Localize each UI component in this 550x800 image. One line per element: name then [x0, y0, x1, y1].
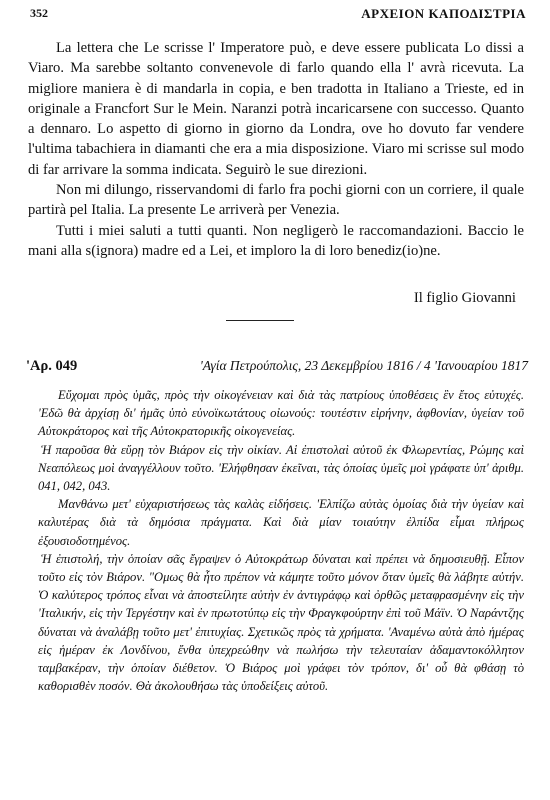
signature: Il figlio Giovanni — [413, 290, 516, 306]
page-header — [30, 6, 526, 24]
italian-paragraph-2: Non mi dilungo, risservandomi di farlo fra pochi giorni con un corriere, il quale partirà pel Italia. La presente Le arriverà per Venezia. — [28, 182, 524, 219]
italian-paragraph-1: La lettera che Le scrisse l' Imperatore può, e deve essere publicata Lo dissi a Viaro. Ma sarebbe soltanto convenevole di farlo quando ella l' avrà ricevuta. La migliore maniera è di mandarla in copia, e ben tradotta in Italiano a Trieste, ed in originale a Francfort Sur le Mein. Naranzi potrà incaricarsene con successo. Quanto a dennaro. Lo aspetto di giorno in giorno da Londra, ove ho dovuto far vendere l'ultima tabachiera in diamanti che era a mia disposizione. Viaro mi scrisse sul modo di far arrivare la somma indicata. Seguirò le sue direzioni. — [28, 40, 524, 178]
running-title: ΑΡΧΕΙΟΝ ΚΑΠΟΔΙΣΤΡΙΑ — [361, 6, 526, 21]
greek-paragraph-4: Ἡ ἐπιστολή, τὴν ὁποίαν σᾶς ἔγραψεν ὁ Αὐτοκράτωρ δύναται καὶ πρέπει νὰ δημοσιευθῇ. Εἶπον τοῦτο εἰς τὸν Βιάρον. "Ομως θὰ ἦτο πρέπον νὰ κάμητε τοῦτο μόνον ὅταν ὑμεῖς θὰ λάβητε αὐτήν. Ὁ καλύτερος τρόπος εἶναι νὰ ἀποστείλητε αὐτὴν ἐν ἀντιγράφῳ καὶ ὀρθῶς μεταφρασμένην εἰς τὴν 'Ιταλικήν, εἰς τὴν Τεργέστην καὶ ἐν πρωτοτύπῳ εἰς τὴν Φραγκφούρτην ἐπὶ τοῦ Μάϊν. Ὁ Ναράντζης δύναται νὰ ἀναλάβῃ τοῦτο μετ' ἐπιτυχίας. Σχετικῶς πρὸς τὰ χρήματα. 'Αναμένω αὐτὰ ἀπὸ ἡμέρας εἰς ἡμέραν ἐκ Λονδίνου, ἔνθα ὑπεχρεώθην νὰ πωλήσω τὴν τελευταίαν ἀδαμαντοκόλλητον ταμβακέραν, τὴν ὁποίαν διέθετον. Ὁ Βιάρος μοὶ γράφει τὸν τρόπον, δι' οὗ θὰ φθάσῃ τὸ καθορισθὲν ποσόν. Θὰ ἀκολουθήσω τὰς ὑποδείξεις αὐτοῦ. — [38, 551, 524, 694]
italian-letter-body — [28, 38, 524, 261]
greek-letter-body — [38, 386, 524, 695]
greek-paragraph-1: Εὔχομαι πρὸς ὑμᾶς, πρὸς τὴν οἰκογένειαν καὶ διὰ τὰς πατρίους ὑποθέσεις ἓν ἔτος εὐτυχές. 'Εδῶ θὰ ἀρχίσῃ δι' ἡμᾶς ὑπὸ εὐνοϊκωτάτους οἰωνούς: τουτέστιν εἰρήνην, ἀφθονίαν, ὑγείαν τοῦ Αὐτοκράτορος καὶ τῆς Αὐτοκρατορικῆς οἰκογενείας. — [38, 388, 524, 439]
greek-paragraph-2: Ἡ παροῦσα θὰ εὕρῃ τὸν Βιάρον εἰς τὴν οἰκίαν. Αἱ ἐπιστολαὶ αὐτοῦ ἐκ Φλωρεντίας, Ρώμης καὶ Νεαπόλεως μοὶ ἀναγγέλλουν τοῦτο. 'Ελήφθησαν ἐκεῖναι, τὰς ὁποίας ὑμεῖς μοὶ γράφατε ὑπ' ἀριθμ. 041, 042, 043. — [38, 442, 524, 494]
letter-number: 'Αρ. 049 — [26, 358, 78, 374]
italian-paragraph-3: Tutti i miei saluti a tutti quanti. Non negligerò le raccomandazioni. Baccio le mani alla s(ignora) madre ed a Lei, et imploro la di loro benediz(io)ne. — [28, 222, 524, 259]
letter-place-date: 'Αγία Πετρούπολις, 23 Δεκεμβρίου 1816 / 4 'Ιανουαρίου 1817 — [199, 358, 528, 373]
page-number: 352 — [30, 6, 48, 20]
greek-paragraph-3: Μανθάνω μετ' εὐχαριστήσεως τὰς καλὰς εἰδήσεις. 'Ελπίζω αὐτὰς ὁμοίας διὰ τὴν ὑγείαν καὶ καλυτέρας διὰ τὰ δημόσια πράγματα. Καὶ διὰ μίαν τοιαύτην ἐλπίδα εἶμαι πλήρως ἐξουσιοδοτημένος. — [38, 497, 524, 548]
section-divider — [226, 320, 294, 321]
